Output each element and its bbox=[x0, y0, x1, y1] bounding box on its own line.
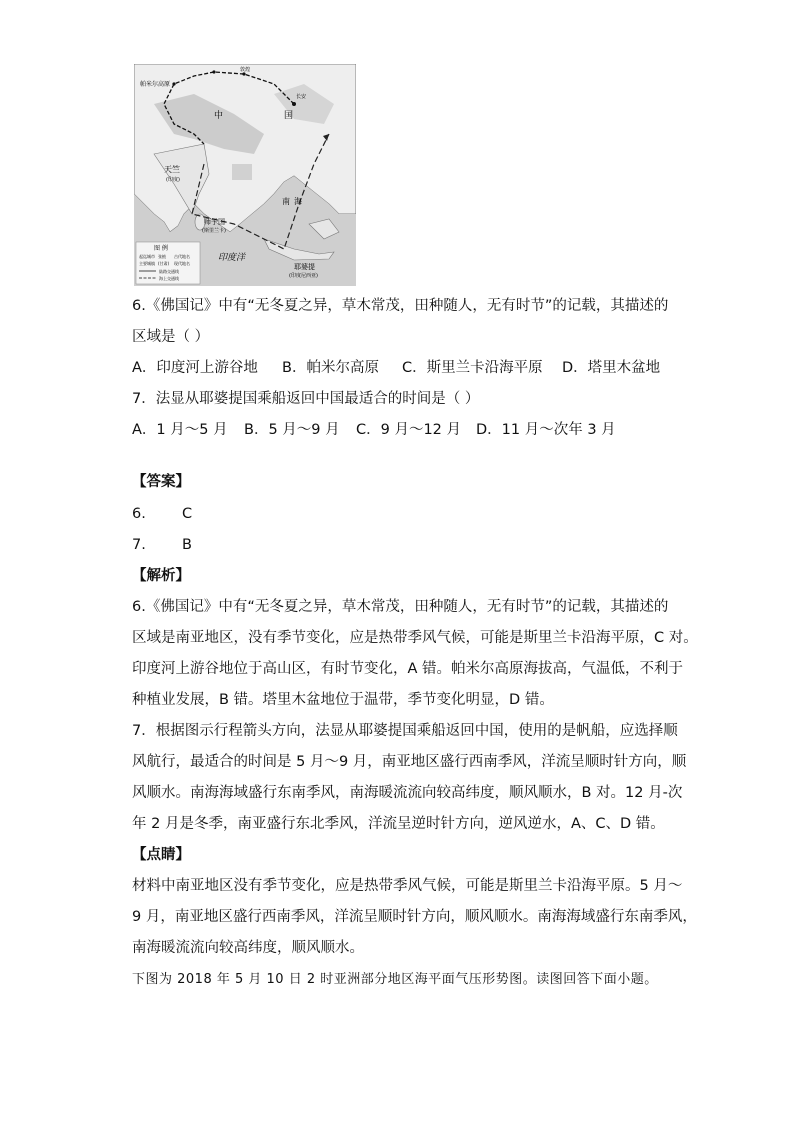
svg-text:张掖: 张掖 bbox=[158, 254, 166, 259]
comment-line: 材料中南亚地区没有季节变化，应是热带季风气候，可能是斯里兰卡沿海平原。5 月～ bbox=[132, 878, 683, 894]
q7-option-d: D．11 月～次年 3 月 bbox=[476, 422, 616, 438]
label-china-2: 国 bbox=[284, 111, 294, 121]
analysis-line: 6.《佛国记》中有“无冬夏之异，草木常茂，田种随人，无有时节”的记载，其描述的 bbox=[132, 599, 669, 615]
q6-option-a: A．印度河上游谷地 bbox=[132, 360, 258, 376]
answer-heading: 【答案】 bbox=[132, 474, 190, 490]
comment-line: 南海暖流流向较高纬度，顺风顺水。 bbox=[132, 940, 364, 956]
label-tianzhu: 天竺 bbox=[164, 165, 180, 174]
analysis-line: 区域是南亚地区，没有季节变化，应是热带季风气候，可能是斯里兰卡沿海平原，C 对。 bbox=[132, 630, 698, 646]
answer-7 bbox=[132, 535, 192, 555]
q6-stem-line2: 区域是（ ） bbox=[132, 329, 210, 345]
label-china: 中 bbox=[214, 111, 224, 121]
label-changan: 长安 bbox=[296, 94, 307, 100]
q7-options bbox=[132, 420, 616, 440]
answer-6-number: 6. bbox=[132, 506, 146, 522]
q7-option-c: C．9 月～12 月 bbox=[356, 422, 462, 438]
label-dunhuang: 敦煌 bbox=[240, 67, 251, 73]
answer-6-value: C bbox=[182, 506, 193, 522]
analysis-line: 7．根据图示行程箭头方向，法显从耶婆提国乘船返回中国，使用的是帆船，应选择顺 bbox=[132, 723, 678, 739]
analysis-line: 印度河上游谷地位于高山区，有时节变化，A 错。帕米尔高原海拔高，气温低，不利于 bbox=[132, 661, 684, 677]
q6-option-b: B．帕米尔高原 bbox=[282, 360, 379, 376]
comment-line: 9 月，南亚地区盛行西南季风，洋流呈顺时针方向，顺风顺水。南海海域盛行东南季风， bbox=[132, 909, 697, 925]
svg-text:陆路交通线: 陆路交通线 bbox=[159, 269, 179, 274]
q6-options bbox=[132, 358, 660, 378]
map-legend bbox=[136, 242, 200, 284]
analysis-heading: 【解析】 bbox=[132, 568, 190, 584]
analysis-line: 风顺水。南海海域盛行东南季风，南海暖流流向较高纬度，顺风顺水，B 对。12 月-次 bbox=[132, 785, 683, 801]
label-shizi: 师子国 bbox=[204, 218, 225, 226]
label-srilanka: (斯里兰卡) bbox=[202, 228, 226, 234]
label-indonesia: (印度尼西亚) bbox=[289, 273, 318, 279]
analysis-line: 种植业发展，B 错。塔里木盆地位于温带，季节变化明显，D 错。 bbox=[132, 692, 554, 708]
faxian-route-map bbox=[134, 64, 356, 286]
answer-7-value: B bbox=[182, 537, 192, 553]
next-question-intro: 下图为 2018 年 5 月 10 日 2 时亚洲部分地区海平面气压形势图。读图回答下面小题。 bbox=[132, 972, 658, 987]
svg-text:现代地名: 现代地名 bbox=[174, 261, 190, 266]
comment-heading: 【点睛】 bbox=[132, 847, 190, 863]
analysis-line: 年 2 月是冬季，南亚盛行东北季风，洋流呈逆时针方向，逆风逆水，A、C、D 错。 bbox=[132, 816, 665, 832]
label-pamir: 帕米尔高原 bbox=[140, 81, 171, 88]
label-yepoti: 耶婆提 bbox=[294, 263, 315, 271]
q6-stem-line1: 6.《佛国记》中有“无冬夏之异，草木常茂，田种随人，无有时节”的记载，其描述的 bbox=[132, 298, 669, 314]
label-nanhai-1: 南 bbox=[282, 197, 290, 206]
svg-text:(甘肃): (甘肃) bbox=[158, 261, 170, 266]
q6-option-d: D．塔里木盆地 bbox=[562, 360, 661, 376]
q7-option-b: B．5 月～9 月 bbox=[244, 422, 340, 438]
svg-text:古代地名: 古代地名 bbox=[174, 254, 190, 259]
svg-text:海上交通线: 海上交通线 bbox=[159, 276, 179, 281]
q7-stem: 7．法显从耶婆提国乘船返回中国最适合的时间是（ ） bbox=[132, 391, 480, 407]
answer-7-number: 7. bbox=[132, 537, 146, 553]
svg-text:起迄城市: 起迄城市 bbox=[139, 254, 155, 259]
analysis-line: 风航行，最适合的时间是 5 月～9 月，南亚地区盛行西南季风，洋流呈顺时针方向，顺 bbox=[132, 754, 687, 770]
answer-6 bbox=[132, 504, 192, 524]
svg-text:主要城镇: 主要城镇 bbox=[139, 261, 155, 266]
legend-title: 图 例 bbox=[154, 245, 168, 252]
label-indian-ocean: 印度洋 bbox=[218, 253, 246, 263]
label-india: (印度) bbox=[166, 177, 180, 183]
q7-option-a: A．1 月～5 月 bbox=[132, 422, 228, 438]
q6-option-c: C．斯里兰卡沿海平原 bbox=[402, 360, 543, 376]
label-nanhai-2: 海 bbox=[294, 197, 302, 206]
